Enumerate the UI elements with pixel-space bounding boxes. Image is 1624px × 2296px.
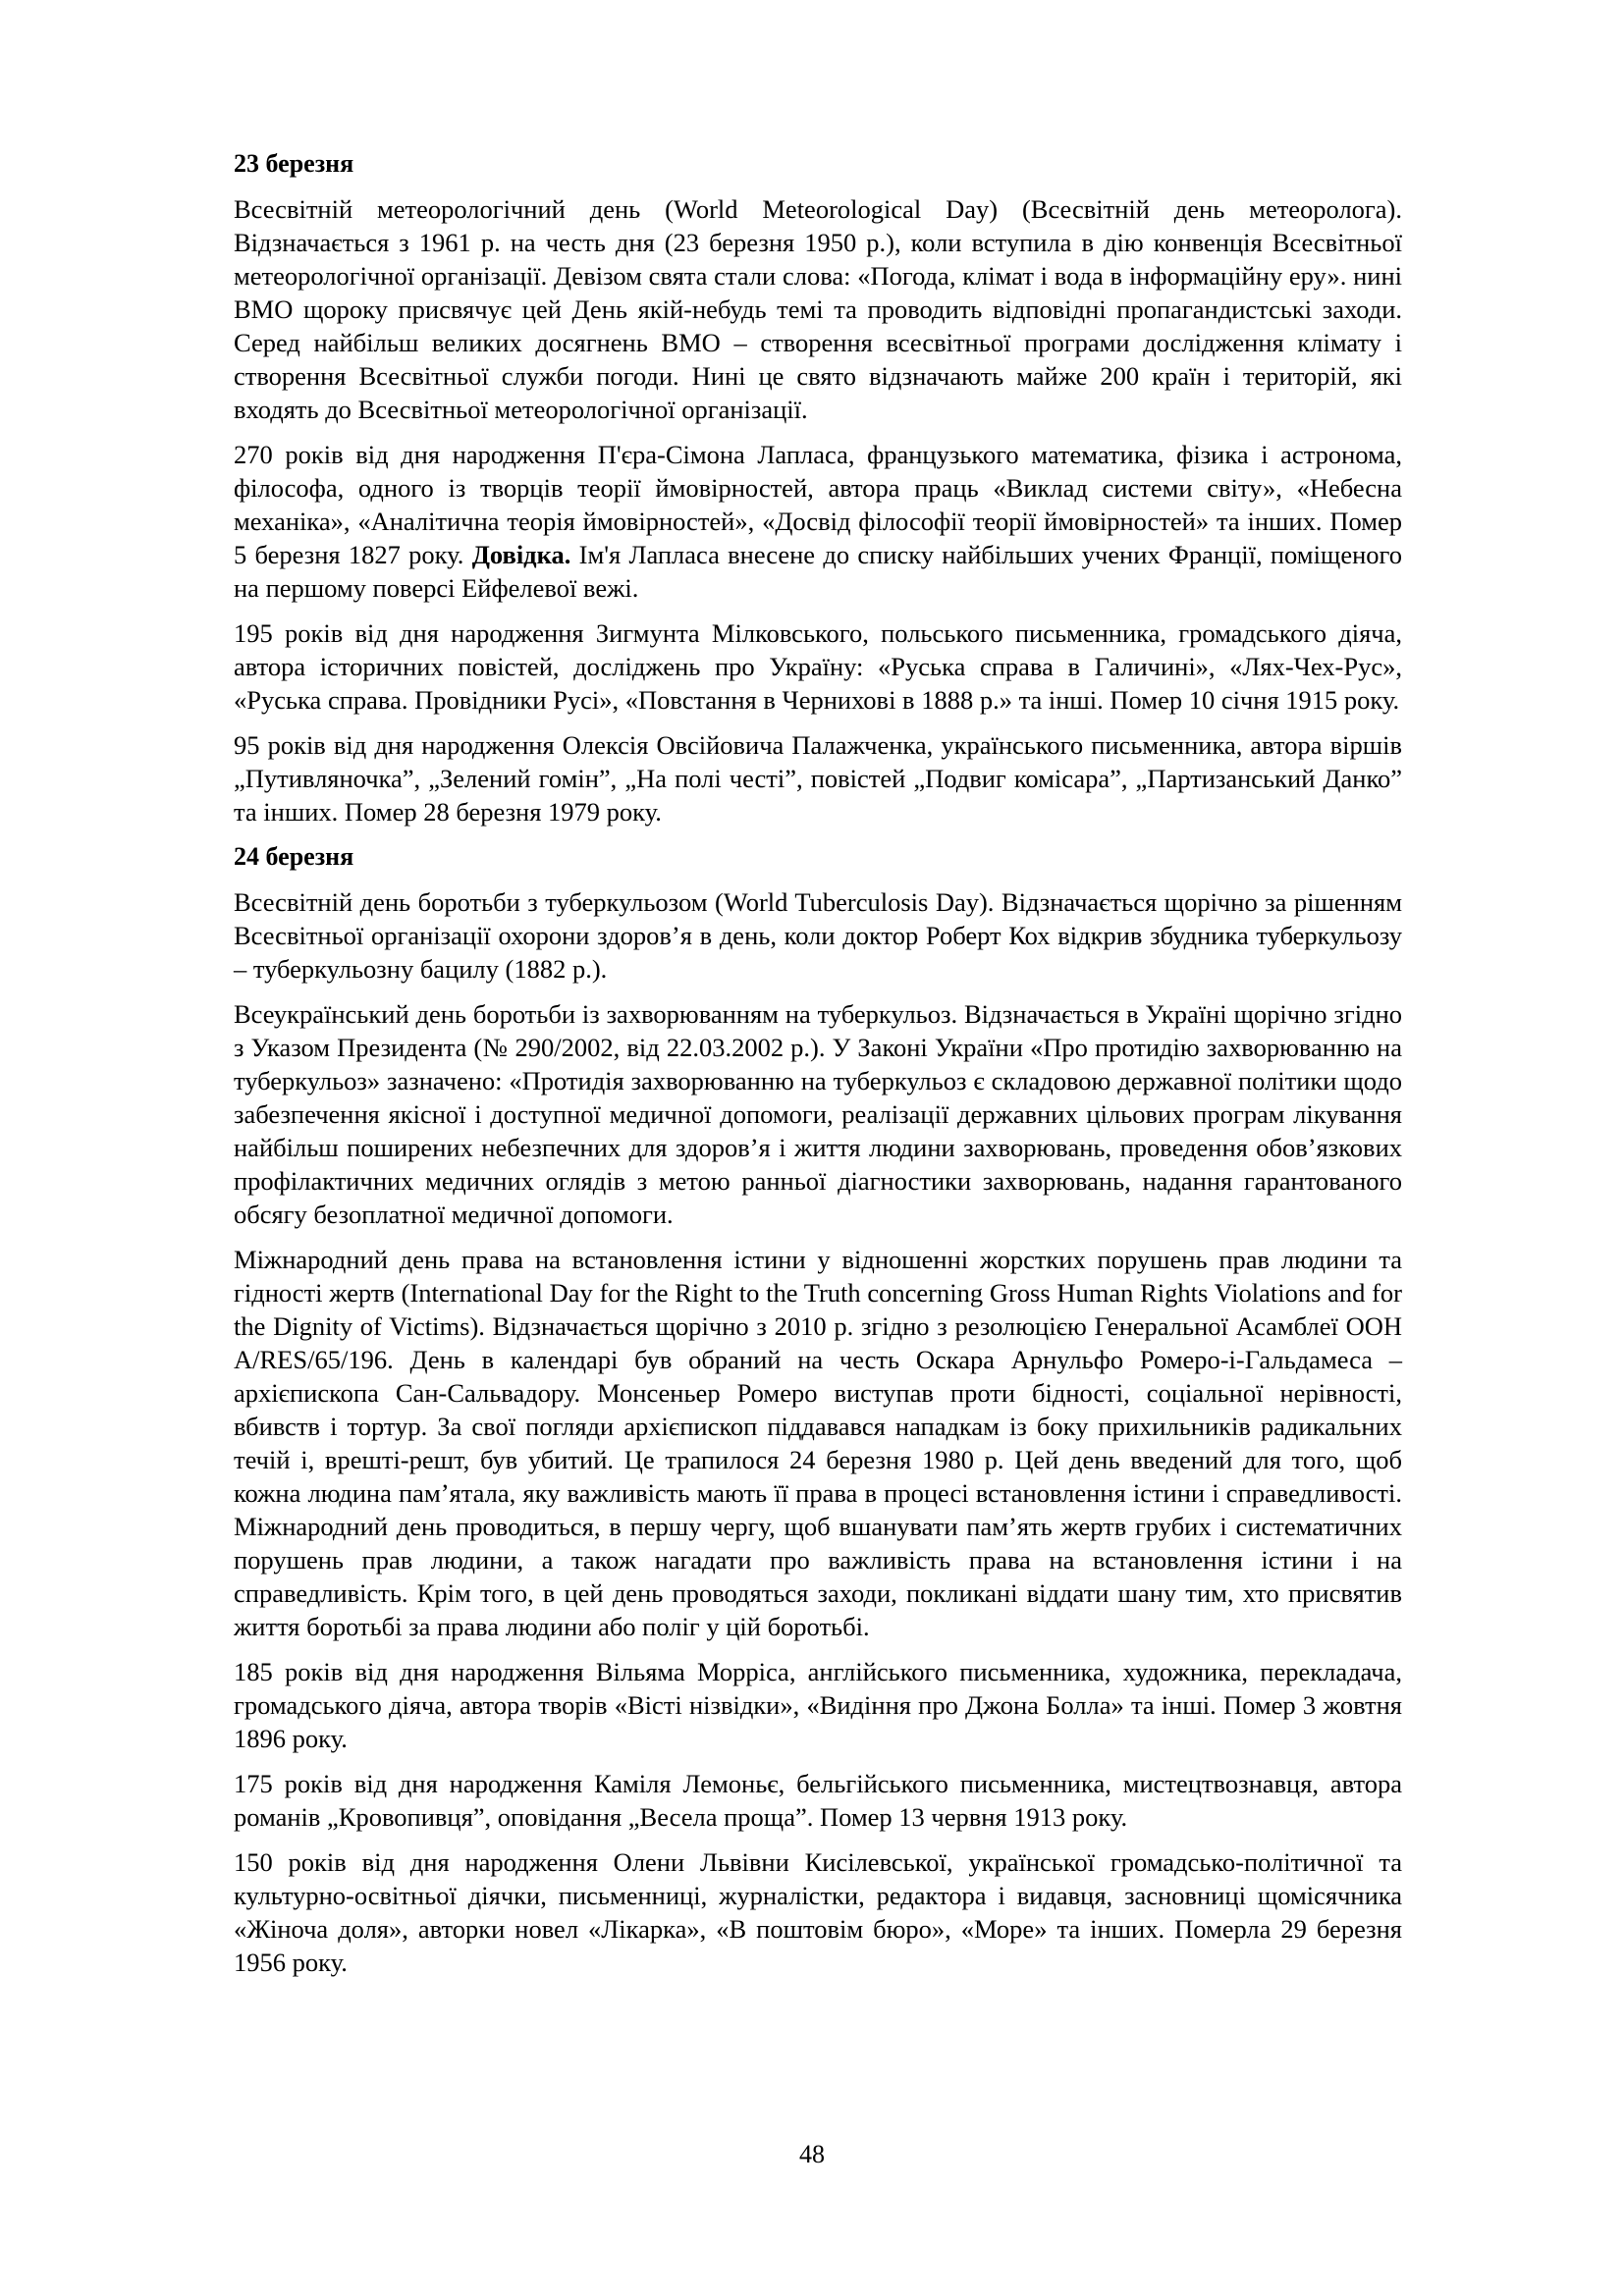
paragraph-text: 270 років від дня народження П'єра-Сімона Лапласа, французького математика, фізика і астронома, філософа, одного із творців теорії ймовірностей, автора праць «Виклад системи світу», «Небесна механіка», «Аналітична теорія ймовірностей», «Досвід філософії теорії ймовірностей» та інших. Помер 5 березня 1827 року. — [234, 440, 1402, 569]
section-march-24 — [234, 840, 1402, 1979]
paragraph: 175 років від дня народження Каміля Лемоньє, бельгійського письменника, мистецтвознавця, автора романів „Кровопивця”, оповідання „Весела проща”. Помер 13 червня 1913 року. — [234, 1769, 1402, 1832]
paragraph: 95 років від дня народження Олексія Овсійовича Палажченка, українського письменника, автора віршів „Путивляночка”, „Зелений гомін”, „На полі честі”, повістей „Подвиг комісара”, „Партизанський Данко” та інших. Помер 28 березня 1979 року. — [234, 730, 1402, 827]
paragraph — [234, 438, 1402, 605]
paragraph: 185 років від дня народження Вільяма Морріса, англійського письменника, художника, перекладача, громадського діяча, автора творів «Вісті нізвідки», «Видіння про Джона Болла» та інші. Помер 3 жовтня 1896 року. — [234, 1657, 1402, 1753]
document-page — [234, 147, 1402, 1991]
bold-note-label: Довідка. — [471, 540, 571, 569]
paragraph: Всеукраїнський день боротьби із захворюванням на туберкульоз. Відзначається в Україні щорічно згідно з Указом Президента (№ 290/2002, від 22.03.2002 р.). У Законі України «Про протидію захворюванню на туберкульоз» зазначено: «Протидія захворюванню на туберкульоз є складовою державної політики щодо забезпечення якісної і доступної медичної допомоги, реалізації державних цільових програм лікування найбільш поширених небезпечних для здоров’я і життя людини захворювань, проведення обов’язкових профілактичних медичних оглядів з метою ранньої діагностики захворювань, надання гарантованого обсягу безоплатної медичної допомоги. — [234, 999, 1402, 1229]
section-march-23 — [234, 147, 1402, 828]
paragraph-text: Ім'я Лапласа внесене до списку найбільших учених Франції, поміщеного на першому поверсі Ейфелевої вежі. — [234, 540, 1402, 603]
section-heading: 23 березня — [234, 149, 354, 178]
paragraph: Міжнародний день права на встановлення істини у відношенні жорстких порушень прав людини та гідності жертв (International Day for the Right to the Truth concerning Gross Human Rights Violations and for the Dignity of Victims). Відзначається щорічно з 2010 р. згідно з резолюцією Генеральної Асамблеї ООН A/RES/65/196. День в календарі був обраний на честь Оскара Арнульфо Ромеро-і-Гальдамеса – архієпископа Сан-Сальвадору. Монсеньер Ромеро виступав проти бідності, соціальної нерівності, вбивств і тортур. За свої погляди архієпископ піддавався нападкам із боку прихильників радикальних течій і, врешті-решт, був убитий. Це трапилося 24 березня 1980 р. Цей день введений для того, щоб кожна людина пам’ятала, яку важливість мають її права в процесі встановлення істини і справедливості. Міжнародний день проводиться, в першу чергу, щоб вшанувати пам’ять жертв грубих і систематичних порушень прав людини, а також нагадати про важливість права на встановлення істини і на справедливість. Крім того, в цей день проводяться заходи, покликані віддати шану тим, хто присвятив життя боротьбі за права людини або поліг у цій боротьбі. — [234, 1245, 1402, 1641]
paragraph: Всесвітній метеорологічний день (World Meteorological Day) (Всесвітній день метеоролога). Відзначається з 1961 р. на честь дня (23 березня 1950 р.), коли вступила в дію конвенція Всесвітньої метеорологічної організації. Девізом свята стали слова: «Погода, клімат і вода в інформаційну еру». нині ВМО щороку присвячує цей День якій-небудь темі та проводить відповідні пропагандистські заходи. Серед найбільш великих досягнень ВМО – створення всесвітньої програми дослідження клімату і створення Всесвітньої служби погоди. Нині це свято відзначають майже 200 країн і територій, які входять до Всесвітньої метеорологічної організації. — [234, 194, 1402, 424]
page-number: 48 — [799, 2140, 825, 2168]
section-heading: 24 березня — [234, 842, 354, 871]
paragraph: 195 років від дня народження Зигмунта Мілковського, польського письменника, громадського діяча, автора історичних повістей, досліджень про Україну: «Руська справа в Галичині», «Лях-Чех-Рус», «Руська справа. Провідники Русі», «Повстання в Чернихові в 1888 р.» та інші. Помер 10 січня 1915 року. — [234, 618, 1402, 715]
paragraph: Всесвітній день боротьби з туберкульозом (World Tuberculosis Day). Відзначається щорічно за рішенням Всесвітньої організації охорони здоров’я в день, коли доктор Роберт Кох відкрив збудника туберкульозу – туберкульозну бацилу (1882 р.). — [234, 887, 1402, 984]
paragraph: 150 років від дня народження Олени Львівни Кисілевської, української громадсько-політичної та культурно-освітньої діячки, письменниці, журналістки, редактора і видавця, засновниці щомісячника «Жіноча доля», авторки новел «Лікарка», «В поштовім бюро», «Море» та інших. Померла 29 березня 1956 року. — [234, 1847, 1402, 1977]
